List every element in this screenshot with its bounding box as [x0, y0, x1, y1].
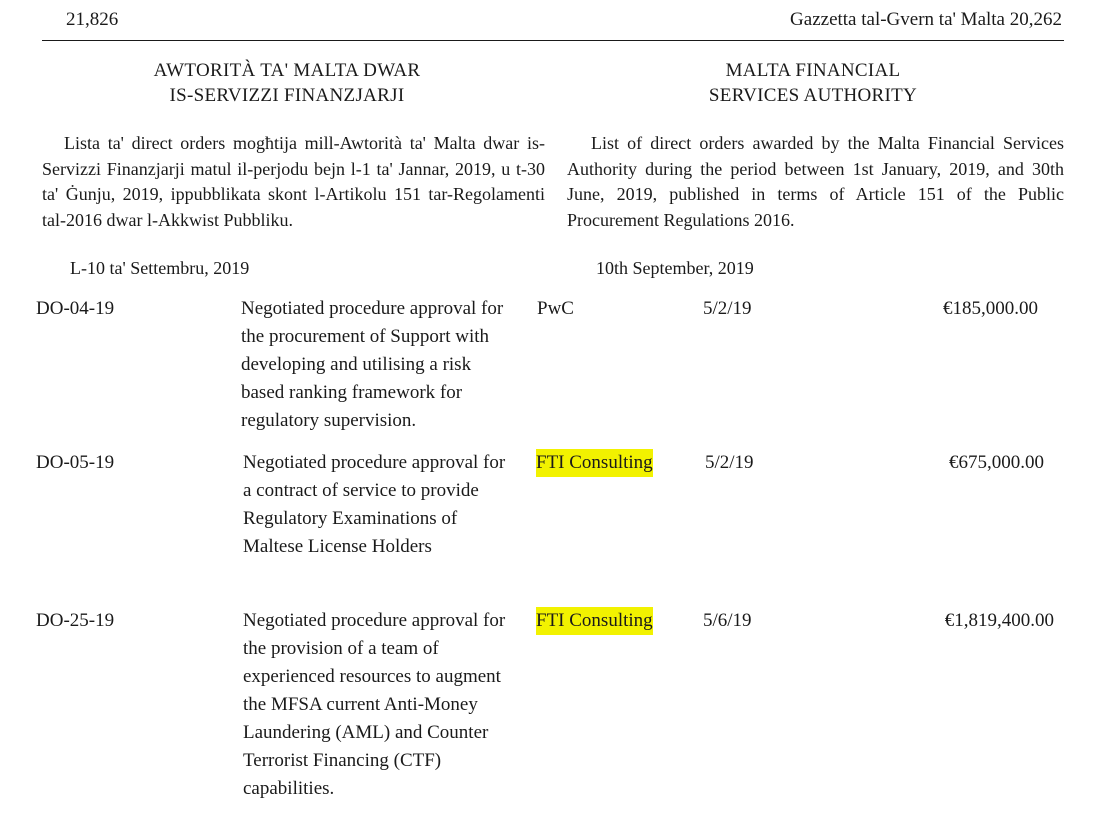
authority-title-en-line2: SERVICES AUTHORITY — [708, 85, 918, 106]
header-rule — [42, 40, 1064, 41]
authority-title-en-line1: MALTA FINANCIAL — [725, 60, 901, 81]
intro-mt: Lista ta' direct orders mogħtija mill-Awtorità ta' Malta dwar is-Servizzi Finanzjarji matul il-perjodu bejn l-1 ta' Jannar, 2019, u t-30 ta' Ġunju, 2019, ippubblikata skont l-Artikolu 151 tar-Regolamenti tal-2016 dwar l-Akkwist Pubbliku. — [42, 133, 545, 230]
order-supplier: PwC — [537, 298, 574, 319]
page-number: 21,826 — [66, 9, 119, 30]
authority-title-en — [660, 58, 966, 108]
authority-title-mt-line1: AWTORITÀ TA' MALTA DWAR — [153, 60, 421, 81]
order-amount: €675,000.00 — [949, 452, 1044, 473]
authority-title-mt — [132, 58, 442, 108]
order-date: 5/2/19 — [703, 298, 752, 319]
order-description: Negotiated procedure approval for the provision of a team of experienced resources to augment the MFSA current Anti-Money Laundering (AML) and Counter Terrorist Financing (CTF) capabilities. — [243, 610, 506, 799]
gazette-heading: Gazzetta tal-Gvern ta' Malta 20,262 — [790, 9, 1062, 30]
order-ref: DO-25-19 — [36, 610, 115, 631]
order-amount: €185,000.00 — [943, 298, 1038, 319]
publication-date-mt: L-10 ta' Settembru, 2019 — [70, 258, 250, 278]
order-description: Negotiated procedure approval for the procurement of Support with developing and utilising a risk based ranking framework for regulatory supervision. — [241, 298, 504, 431]
order-date: 5/2/19 — [705, 452, 754, 473]
order-description: Negotiated procedure approval for a contract of service to provide Regulatory Examinations of Maltese License Holders — [243, 452, 506, 557]
order-ref: DO-05-19 — [36, 452, 115, 473]
order-date: 5/6/19 — [703, 610, 752, 631]
intro-en: List of direct orders awarded by the Malta Financial Services Authority during the period between 1st January, 2019, and 30th June, 2019, published in terms of Article 151 of the Public Procurement Regulations 2016. — [567, 133, 1064, 230]
publication-date-en: 10th September, 2019 — [596, 258, 754, 278]
order-ref: DO-04-19 — [36, 298, 115, 319]
authority-title-mt-line2: IS-SERVIZZI FINANZJARJI — [169, 85, 405, 106]
order-supplier-highlighted: FTI Consulting — [536, 607, 653, 635]
order-amount: €1,819,400.00 — [944, 610, 1054, 631]
order-supplier-highlighted: FTI Consulting — [536, 449, 653, 477]
